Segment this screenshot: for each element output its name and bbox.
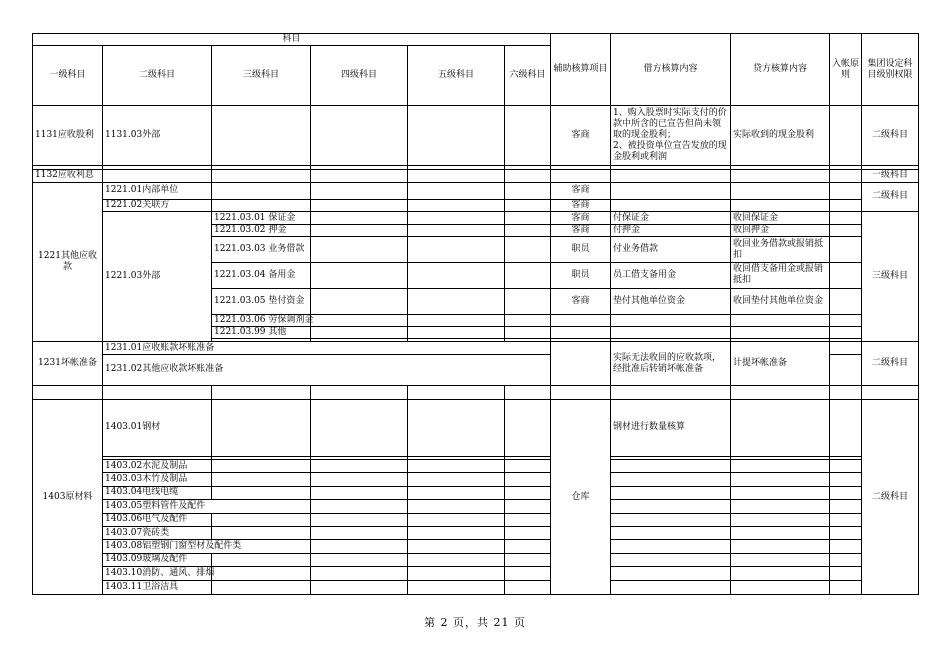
- account-1221-03-03: 1221.03.03 业务借款: [212, 237, 311, 263]
- credit-cell: 收回押金: [731, 224, 830, 236]
- account-1403-01: 1403.01钢材: [103, 400, 212, 457]
- account-1221-03: 1221.03外部: [103, 212, 212, 342]
- debit-cell: 钢材进行数量核算: [611, 400, 731, 457]
- account-1403-04: 1403.04电线电缆: [103, 486, 212, 499]
- table-row: [33, 486, 919, 499]
- group-level-cell: 二级科目: [862, 182, 919, 212]
- table-row: [33, 567, 919, 580]
- account-1221-01: 1221.01内部单位: [103, 182, 212, 200]
- account-1221-03-01: 1221.03.01 保证金: [212, 212, 311, 224]
- account-1403-08: 1403.08铝塑钢门窗型材及配件类: [103, 540, 311, 553]
- table-row: [33, 553, 919, 566]
- table-row: [33, 106, 919, 166]
- group-level-cell: 二级科目: [862, 342, 919, 385]
- header-credit: 贷方核算内容: [731, 34, 830, 106]
- credit-cell: 收回业务借款或报销抵扣: [731, 237, 830, 263]
- credit-cell: 计提坏帐准备: [731, 342, 830, 385]
- table-row: [33, 500, 919, 513]
- debit-cell: 1、购入股票时实际支付的价款中所含的已宣告但尚未领取的现金股利； 2、被投资单位宣告发放的现金股利或利润: [611, 106, 731, 166]
- table-row-spacer: [33, 385, 919, 399]
- group-level-cell: 二级科目: [862, 106, 919, 166]
- table-row: [33, 580, 919, 594]
- account-1403: 1403原材料: [33, 400, 103, 595]
- debit-cell: 付押金: [611, 224, 731, 236]
- header-debit: 借方核算内容: [611, 34, 731, 106]
- account-1403-02: 1403.02水泥及制品: [103, 459, 212, 472]
- table-row: [33, 473, 919, 486]
- account-1403-10: 1403.10消防、通风、排烟: [103, 567, 212, 580]
- account-1231-02: 1231.02其他应收款坏账准备: [103, 354, 551, 385]
- credit-cell: 收回垫付其他单位资金: [731, 288, 830, 314]
- header-level-1: 一级科目: [33, 46, 103, 106]
- account-1221-02: 1221.02关联方: [103, 200, 212, 212]
- account-1403-07: 1403.07瓷砖类: [103, 526, 212, 539]
- table-row: [33, 540, 919, 553]
- account-1221-03-05: 1221.03.05 垫付资金: [212, 288, 311, 314]
- table-row: [33, 182, 919, 200]
- table-row: [33, 400, 919, 457]
- credit-cell: 收回借支备用金或报销抵扣: [731, 262, 830, 288]
- header-aux: 辅助核算项目: [551, 34, 611, 106]
- header-subject: 科目: [33, 34, 551, 46]
- aux-cell: 仓库: [551, 400, 611, 595]
- table-row: [33, 170, 919, 182]
- account-1403-05: 1403.05塑料管件及配件: [103, 500, 311, 513]
- table-row: [33, 342, 919, 354]
- account-1221-03-04: 1221.03.04 备用金: [212, 262, 311, 288]
- aux-cell: 客商: [551, 288, 611, 314]
- header-posting: 入帐原则: [830, 34, 862, 106]
- debit-cell: 实际无法收回的应收款项，经批准后转销坏帐准备: [611, 342, 731, 385]
- account-1221-03-99: 1221.03.99 其他: [212, 326, 311, 338]
- account-1403-06: 1403.06电气及配件: [103, 513, 212, 526]
- header-level-4: 四级科目: [311, 46, 408, 106]
- aux-cell: 客商: [551, 200, 611, 212]
- account-1131: 1131应收股利: [33, 106, 103, 166]
- debit-cell: 员工借支备用金: [611, 262, 731, 288]
- table-row: [33, 200, 919, 212]
- debit-cell: 垫付其他单位资金: [611, 288, 731, 314]
- account-1403-03: 1403.03木竹及制品: [103, 473, 212, 486]
- credit-cell: 实际收到的现金股利: [731, 106, 830, 166]
- header-level-6: 六级科目: [505, 46, 551, 106]
- account-1132: 1132应收利息: [33, 170, 103, 182]
- account-1221: 1221其他应收款: [33, 182, 103, 342]
- group-level-cell: 二级科目: [862, 400, 919, 595]
- account-1403-09: 1403.09玻璃及配件: [103, 553, 212, 566]
- table-row: [33, 526, 919, 539]
- account-1231: 1231坏帐准备: [33, 342, 103, 385]
- table-row: [33, 212, 919, 224]
- credit-cell: 收回保证金: [731, 212, 830, 224]
- aux-cell: 客商: [551, 106, 611, 166]
- header-level-3: 三级科目: [212, 46, 311, 106]
- account-1403-11: 1403.11卫浴洁具: [103, 580, 212, 594]
- aux-cell: 职员: [551, 262, 611, 288]
- account-1231-01: 1231.01应收账款坏账准备: [103, 342, 551, 354]
- account-1221-03-06: 1221.03.06 劳保调剂金: [212, 314, 311, 326]
- header-level-5: 五级科目: [408, 46, 505, 106]
- account-ledger-table: [32, 33, 919, 595]
- header-group: 集团设定科目级别权限: [862, 34, 919, 106]
- aux-cell: 客商: [551, 182, 611, 200]
- header-level-2: 二级科目: [103, 46, 212, 106]
- group-level-cell: 三级科目: [862, 212, 919, 342]
- debit-cell: 付业务借款: [611, 237, 731, 263]
- group-level-cell: 一级科目: [862, 170, 919, 182]
- aux-cell: 职员: [551, 237, 611, 263]
- table-row: [33, 459, 919, 472]
- aux-cell: 客商: [551, 224, 611, 236]
- debit-cell: 付保证金: [611, 212, 731, 224]
- page-number: 第 2 页，共 21 页: [424, 616, 526, 629]
- aux-cell: 客商: [551, 212, 611, 224]
- header-row-top: [33, 34, 919, 46]
- account-1221-03-02: 1221.03.02 押金: [212, 224, 311, 236]
- table-row: [33, 513, 919, 526]
- account-1131-03: 1131.03外部: [103, 106, 212, 166]
